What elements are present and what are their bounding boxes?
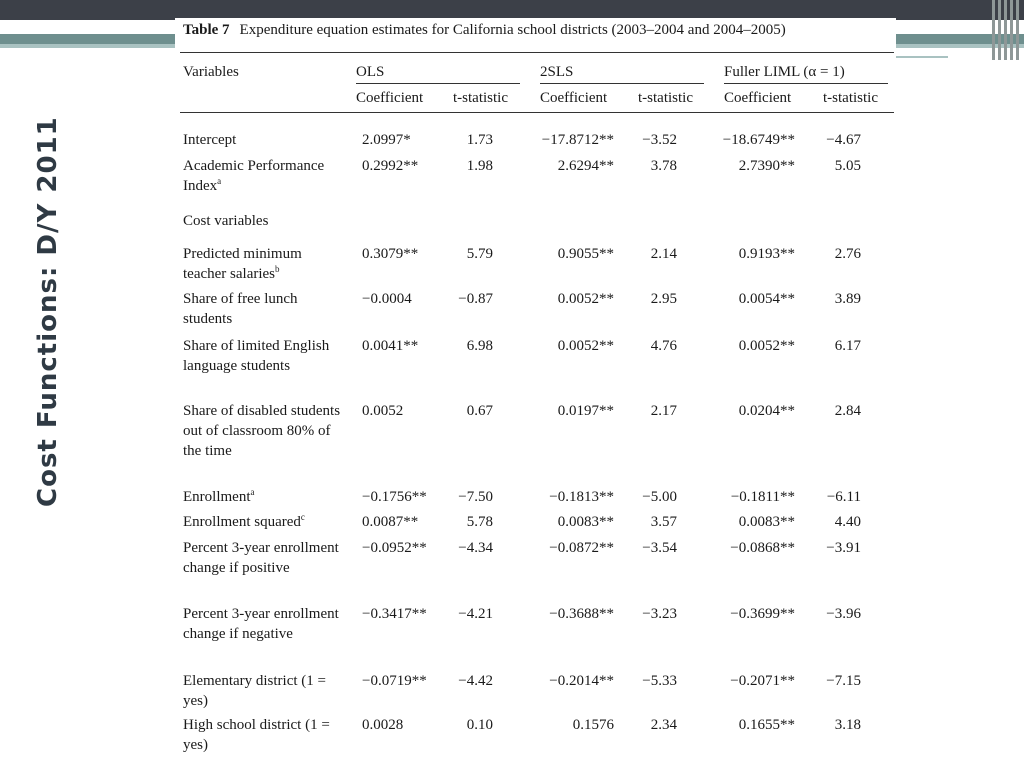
coefficient-cell: −17.8712** (541, 132, 614, 148)
coefficient-cell: 0.0052 (362, 403, 404, 419)
rule-ols (356, 83, 520, 84)
coefficient-cell: −0.3699** (730, 606, 795, 622)
t-statistic-cell: 6.17 (834, 338, 861, 354)
coefficient-cell: 2.6294** (557, 158, 614, 174)
coefficient-cell: −0.1813** (549, 489, 614, 505)
t-statistic-cell: 5.79 (466, 246, 493, 262)
footnote-marker: b (275, 264, 280, 274)
accent-line (896, 56, 948, 58)
t-statistic-cell: 3.89 (834, 291, 861, 307)
t-statistic-cell: −3.52 (642, 132, 677, 148)
t-statistic-cell: 5.05 (834, 158, 861, 174)
footnote-marker: a (250, 487, 255, 497)
t-statistic-cell: 2.14 (650, 246, 677, 262)
coefficient-cell: −0.2014** (549, 673, 614, 689)
coefficient-cell: 0.1576 (572, 717, 614, 733)
rule-top (180, 52, 894, 53)
t-statistic-cell: −3.91 (826, 540, 861, 556)
coefficient-cell: −0.1811** (730, 489, 795, 505)
table-caption (183, 22, 786, 39)
coefficient-cell: 0.0083** (557, 514, 614, 530)
coefficient-cell: −0.0719** (362, 673, 427, 689)
coefficient-cell: −0.1756** (362, 489, 427, 505)
row-label: Predicted minimum teacher salaries$^b$ (183, 246, 302, 282)
t-statistic-cell: 2.84 (834, 403, 861, 419)
subheader: Coefficient (540, 90, 608, 106)
subheader: t-statistic (638, 90, 693, 106)
coefficient-cell: 0.0204** (738, 403, 795, 419)
t-statistic-cell: 1.98 (466, 158, 493, 174)
subheader: t-statistic (453, 90, 508, 106)
t-statistic-cell: −5.00 (642, 489, 677, 505)
coefficient-cell: −0.3688** (549, 606, 614, 622)
coefficient-cell: 0.1655** (738, 717, 795, 733)
coefficient-cell: 0.3079** (362, 246, 419, 262)
coefficient-cell: 2.0997* (362, 132, 411, 148)
coefficient-cell: 0.0197** (557, 403, 614, 419)
t-statistic-cell: −3.96 (826, 606, 861, 622)
t-statistic-cell: 2.17 (650, 403, 677, 419)
row-label: Percent 3-year enrollment change if positive (183, 540, 339, 576)
subheader: t-statistic (823, 90, 878, 106)
coefficient-cell: 2.7390** (738, 158, 795, 174)
variables-header: Variables (183, 64, 239, 80)
t-statistic-cell: −3.23 (642, 606, 677, 622)
group-liml: Fuller LIML (α = 1) (724, 64, 845, 80)
coefficient-cell: 0.0083** (738, 514, 795, 530)
top-bar (0, 0, 1024, 20)
coefficient-cell: 0.0052** (738, 338, 795, 354)
subheader: Coefficient (724, 90, 792, 106)
coefficient-cell: 0.0041** (362, 338, 419, 354)
row-label: Enrollment squared$^c$ (183, 512, 305, 530)
t-statistic-cell: −6.11 (826, 489, 861, 505)
group-2sls: 2SLS (540, 64, 574, 80)
coefficient-cell: 0.9055** (557, 246, 614, 262)
subheader: Coefficient (356, 90, 424, 106)
section-label: Cost variables (183, 213, 269, 229)
coefficient-cell: −0.3417** (362, 606, 427, 622)
t-statistic-cell: −4.21 (458, 606, 493, 622)
coefficient-cell: −18.6749** (722, 132, 795, 148)
row-label: Share of free lunch students (183, 291, 298, 327)
coefficient-cell: 0.0054** (738, 291, 795, 307)
t-statistic-cell: −4.42 (458, 673, 493, 689)
t-statistic-cell: −4.67 (826, 132, 861, 148)
t-statistic-cell: 4.40 (834, 514, 861, 530)
t-statistic-cell: 3.18 (834, 717, 861, 733)
group-ols: OLS (356, 64, 385, 80)
rule-header (180, 112, 894, 113)
coefficient-cell: 0.0087** (362, 514, 419, 530)
row-label: Enrollment$^a$ (183, 487, 255, 505)
row-label: Intercept (183, 132, 237, 148)
row-label: Elementary district (1 = yes) (183, 673, 326, 709)
t-statistic-cell: 2.34 (650, 717, 677, 733)
rule-liml (724, 83, 888, 84)
decorative-stripes (988, 0, 1024, 60)
t-statistic-cell: 0.67 (466, 403, 493, 419)
coefficient-cell: 0.0028 (362, 717, 404, 733)
t-statistic-cell: −7.50 (458, 489, 493, 505)
table-image (175, 18, 896, 768)
t-statistic-cell: −5.33 (642, 673, 677, 689)
t-statistic-cell: 3.57 (650, 514, 677, 530)
coefficient-cell: 0.0052** (557, 291, 614, 307)
t-statistic-cell: −3.54 (642, 540, 677, 556)
coefficient-cell: −0.0004 (362, 291, 412, 307)
rule-2sls (540, 83, 704, 84)
coefficient-cell: 0.0052** (557, 338, 614, 354)
t-statistic-cell: −7.15 (826, 673, 861, 689)
t-statistic-cell: 0.10 (466, 717, 493, 733)
row-label: Percent 3-year enrollment change if negative (183, 606, 339, 642)
row-label: Share of limited English language students (183, 338, 330, 374)
t-statistic-cell: 1.73 (466, 132, 493, 148)
t-statistic-cell: 4.76 (650, 338, 677, 354)
row-label: Share of disabled students out of classroom 80% of the time (183, 403, 341, 459)
table-label: Table 7 (183, 22, 230, 38)
coefficient-cell: −0.2071** (730, 673, 795, 689)
t-statistic-cell: 2.76 (834, 246, 861, 262)
footnote-marker: a (217, 176, 222, 186)
row-label: Academic Performance Index$^a$ (183, 158, 325, 194)
t-statistic-cell: −0.87 (458, 291, 493, 307)
row-label: High school district (1 = yes) (183, 717, 330, 753)
coefficient-cell: 0.9193** (738, 246, 795, 262)
table-caption-text: Expenditure equation estimates for California school districts (2003–2004 and 2004–2005) (239, 22, 786, 38)
t-statistic-cell: −4.34 (458, 540, 493, 556)
t-statistic-cell: 6.98 (466, 338, 493, 354)
slide-side-title: Cost Functions: D/Y 2011 (33, 116, 63, 507)
coefficient-cell: −0.0952** (362, 540, 427, 556)
t-statistic-cell: 3.78 (650, 158, 677, 174)
t-statistic-cell: 5.78 (466, 514, 493, 530)
footnote-marker: c (300, 512, 305, 522)
coefficient-cell: −0.0872** (549, 540, 614, 556)
coefficient-cell: 0.2992** (362, 158, 419, 174)
coefficient-cell: −0.0868** (730, 540, 795, 556)
t-statistic-cell: 2.95 (650, 291, 677, 307)
